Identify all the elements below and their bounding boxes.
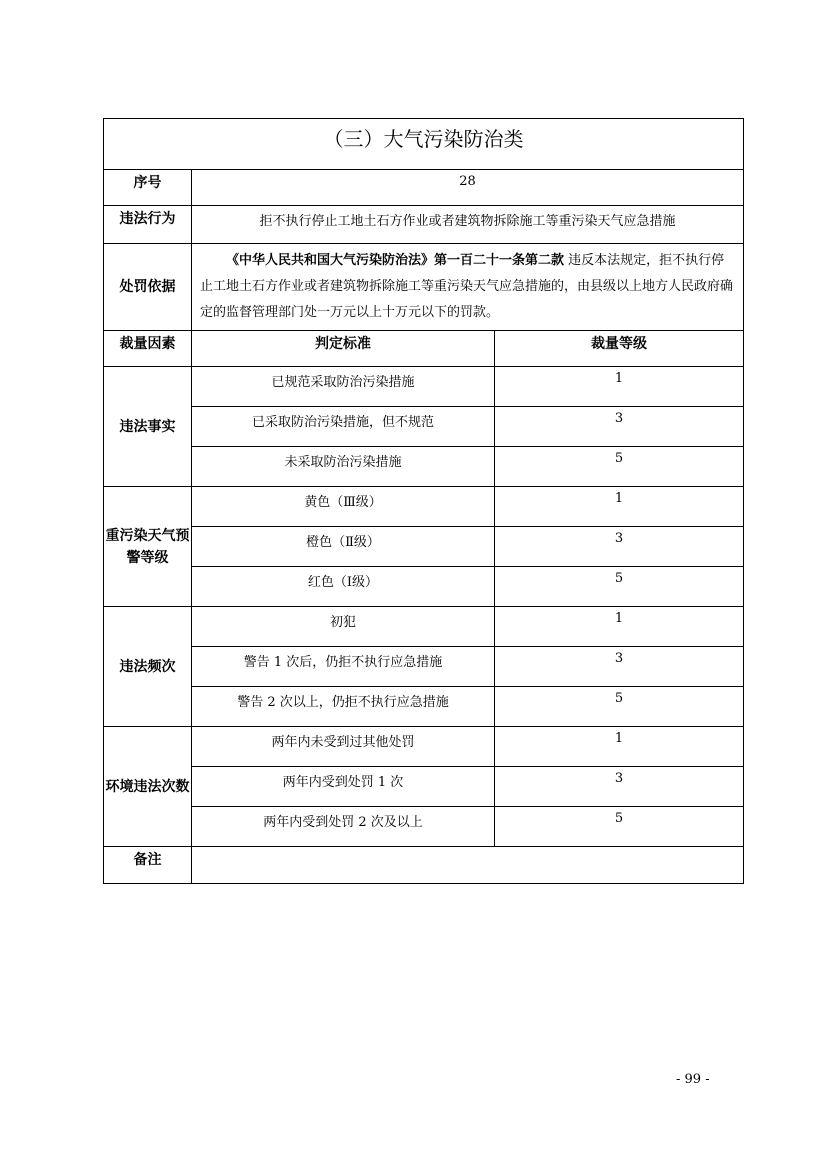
factor-label: 环境违法次数: [104, 727, 192, 847]
remarks-value: [192, 847, 744, 884]
table-row: [104, 767, 744, 807]
basis-value: [192, 244, 744, 331]
header-criteria: 判定标准: [192, 331, 495, 367]
level-cell: 1: [495, 367, 744, 407]
factor-label: 违法频次: [104, 607, 192, 727]
table-row: [104, 367, 744, 407]
table-row: [104, 447, 744, 487]
level-cell: 3: [495, 647, 744, 687]
level-cell: 5: [495, 567, 744, 607]
criteria-cell: 黄色（Ⅲ级）: [192, 487, 495, 527]
criteria-cell: 已采取防治污染措施，但不规范: [192, 407, 495, 447]
criteria-cell: 两年内受到处罚 2 次及以上: [192, 807, 495, 847]
behavior-value: 拒不执行停止工地土石方作业或者建筑物拆除施工等重污染天气应急措施: [192, 206, 744, 244]
criteria-cell: 警告 1 次后，仍拒不执行应急措施: [192, 647, 495, 687]
criteria-cell: 未采取防治污染措施: [192, 447, 495, 487]
table-row: [104, 567, 744, 607]
table-row: [104, 527, 744, 567]
table-row: [104, 407, 744, 447]
level-cell: 5: [495, 447, 744, 487]
header-factor: 裁量因素: [104, 331, 192, 367]
basis-law: 《中华人民共和国大气污染防治法》第一百二十一条第二款: [226, 253, 565, 268]
criteria-cell: 初犯: [192, 607, 495, 647]
table-row: [104, 487, 744, 527]
table-row: [104, 687, 744, 727]
level-cell: 1: [495, 607, 744, 647]
level-cell: 3: [495, 407, 744, 447]
behavior-label: 违法行为: [104, 206, 192, 244]
criteria-cell: 两年内未受到过其他处罚: [192, 727, 495, 767]
level-cell: 3: [495, 527, 744, 567]
basis-text: 违反本法规定，拒不执行停止工地土石方作业或者建筑物拆除施工等重污染天气应急措施的，由县级以上地方人民政府确定的监督管理部门处一万元以上十万元以下的罚款。: [200, 253, 734, 320]
table-row: [104, 727, 744, 767]
level-cell: 3: [495, 767, 744, 807]
header-level: 裁量等级: [495, 331, 744, 367]
section-title: （三）大气污染防治类: [104, 119, 744, 170]
criteria-cell: 橙色（Ⅱ级）: [192, 527, 495, 567]
table-row: [104, 807, 744, 847]
level-cell: 1: [495, 487, 744, 527]
criteria-cell: 两年内受到处罚 1 次: [192, 767, 495, 807]
criteria-cell: 红色（Ⅰ级）: [192, 567, 495, 607]
serial-value: 28: [192, 170, 744, 206]
remarks-label: 备注: [104, 847, 192, 884]
table-row: [104, 607, 744, 647]
criteria-cell: 警告 2 次以上，仍拒不执行应急措施: [192, 687, 495, 727]
page-number: - 99 -: [676, 1072, 710, 1087]
factor-label: 违法事实: [104, 367, 192, 487]
penalty-discretion-table: [103, 118, 744, 884]
level-cell: 5: [495, 807, 744, 847]
level-cell: 5: [495, 687, 744, 727]
basis-label: 处罚依据: [104, 244, 192, 331]
table-row: [104, 647, 744, 687]
level-cell: 1: [495, 727, 744, 767]
serial-label: 序号: [104, 170, 192, 206]
factor-label: 重污染天气预警等级: [104, 487, 192, 607]
criteria-cell: 已规范采取防治污染措施: [192, 367, 495, 407]
